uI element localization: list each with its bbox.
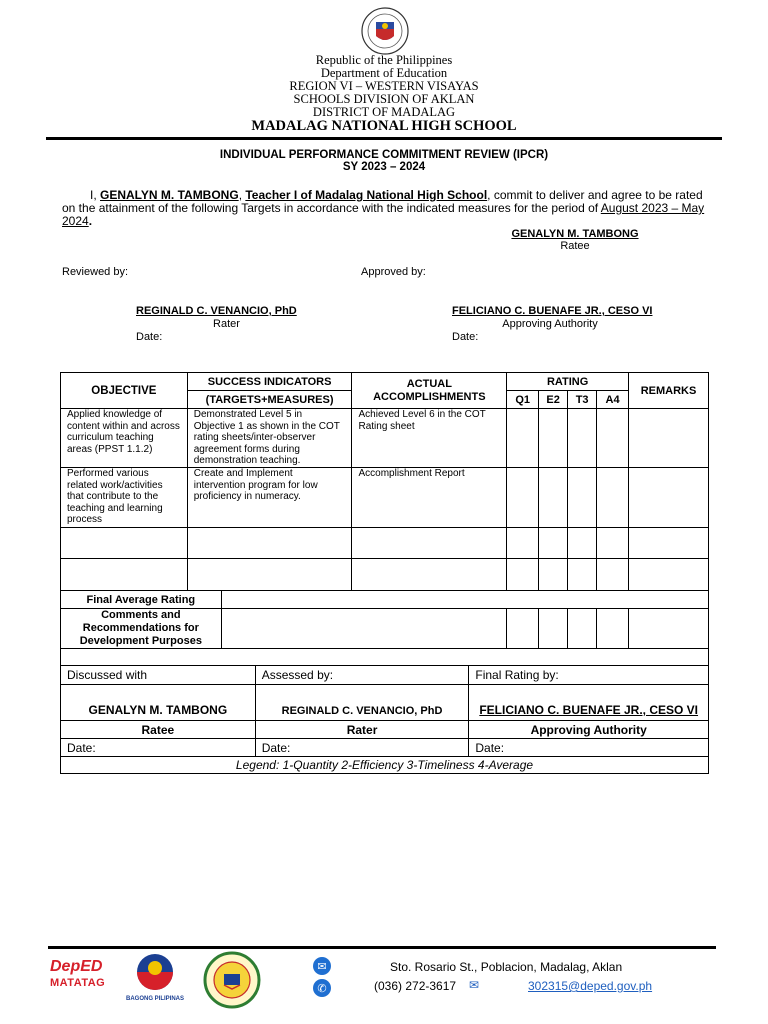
position-inline: Teacher I of Madalag National High School (245, 188, 488, 202)
commitment-paragraph (62, 189, 708, 228)
header-actual-accomplishments: ACTUAL ACCOMPLISHMENTS (352, 373, 507, 409)
ratee-role: Ratee (560, 240, 590, 252)
signoff-approver-name: FELICIANO C. BUENAFE JR., CESO VI (469, 685, 709, 721)
final-average-label: Final Average Rating (61, 591, 222, 609)
actual-cell: Accomplishment Report (352, 468, 507, 528)
approver-role: Approving Authority (502, 318, 598, 330)
republic-text: Republic of the Philippines (315, 53, 453, 67)
signoff-date-ratee: Date: (61, 739, 256, 757)
footer-divider (48, 946, 716, 949)
approver-name: FELICIANO C. BUENAFE JR., CESO VI (452, 305, 653, 317)
doc-sy: SY 2023 – 2024 (342, 161, 426, 173)
footer-phone: (036) 272-3617 (374, 979, 457, 993)
school-seal (198, 951, 266, 1009)
comments-field[interactable] (221, 609, 507, 649)
remarks-cell[interactable] (629, 409, 709, 468)
a4-cell[interactable] (597, 409, 629, 468)
final-average-value[interactable] (221, 591, 708, 609)
table-row (61, 559, 709, 591)
signoff-date-approver: Date: (469, 739, 709, 757)
header-remarks: REMARKS (629, 373, 709, 409)
p-mid: , commit to deliver and agree to be rated on the attainment of the following Targets in accordance with the indicated measures for the period of (62, 188, 703, 215)
signoff-rater-role: Rater (255, 721, 469, 739)
signoff-rater-name: REGINALD C. VENANCIO, PhD (255, 685, 469, 721)
bagong-pilipinas-logo (120, 952, 190, 1004)
indicator-cell: Demonstrated Level 5 in Objective 1 as shown in the COT rating sheets/inter-observer agreement forms during demonstration teaching. (187, 409, 352, 468)
phone-icon: ✆ (313, 979, 331, 997)
table-row (61, 409, 709, 468)
header-success-indicators: SUCCESS INDICATORS (187, 373, 352, 391)
q1-cell[interactable] (507, 468, 539, 528)
table-row (61, 528, 709, 559)
department-text: Department of Education (320, 66, 448, 80)
header-q1: Q1 (507, 391, 539, 409)
comments-label: Comments and Recommendations for Development Purposes (61, 609, 222, 649)
indicator-cell: Create and Implement intervention program for low proficiency in numeracy. (187, 468, 352, 528)
signoff-table (60, 665, 709, 774)
footer-address: Sto. Rosario St., Poblacion, Madalag, Aklan (390, 960, 623, 974)
ratee-name: GENALYN M. TAMBONG (511, 228, 639, 240)
doc-title: INDIVIDUAL PERFORMANCE COMMITMENT REVIEW (IPCR) (219, 149, 549, 161)
p-comma: , (238, 188, 246, 202)
envelope-icon: ✉ (469, 978, 480, 992)
deped-matatag-logo (50, 957, 114, 997)
email-icon: ✉ (313, 957, 331, 975)
header-targets-measures: (TARGETS+MEASURES) (187, 391, 352, 409)
header-t3: T3 (568, 391, 597, 409)
signoff-approver-role: Approving Authority (469, 721, 709, 739)
rater-role: Rater (213, 318, 240, 330)
q1-cell[interactable] (507, 409, 539, 468)
remarks-cell[interactable] (629, 468, 709, 528)
header-a4: A4 (597, 391, 629, 409)
p-end: . (88, 214, 93, 228)
final-rating-by-label: Final Rating by: (469, 666, 709, 685)
region-text: REGION VI – WESTERN VISAYAS (289, 79, 479, 93)
discussed-with-label: Discussed with (61, 666, 256, 685)
ratee-name-inline: GENALYN M. TAMBONG (100, 188, 239, 202)
header-rating: RATING (507, 373, 629, 391)
division-text: SCHOOLS DIVISION OF AKLAN (293, 92, 475, 106)
t3-cell[interactable] (568, 468, 597, 528)
rater-name: REGINALD C. VENANCIO, PhD (136, 305, 297, 317)
header-objective: OBJECTIVE (61, 373, 188, 409)
header-e2: E2 (539, 391, 568, 409)
objective-cell: Performed various related work/activities that contribute to the teaching and learning process (61, 468, 188, 528)
approved-by-label: Approved by: (361, 266, 426, 278)
p-pre: I, (90, 188, 101, 202)
reviewed-by-label: Reviewed by: (62, 266, 129, 278)
signoff-ratee-role: Ratee (61, 721, 256, 739)
actual-cell: Achieved Level 6 in the COT Rating sheet (352, 409, 507, 468)
deped-seal (356, 6, 414, 56)
ipcr-table (60, 372, 709, 666)
table-row (61, 468, 709, 528)
a4-cell[interactable] (597, 468, 629, 528)
school-name: MADALAG NATIONAL HIGH SCHOOL (251, 118, 517, 134)
approver-date: Date: (452, 331, 479, 343)
district-text: DISTRICT OF MADALAG (312, 105, 456, 119)
bagong-pilipinas-text: BAGONG PILIPINAS (125, 996, 184, 1002)
e2-cell[interactable] (539, 468, 568, 528)
e2-cell[interactable] (539, 409, 568, 468)
signoff-ratee-name: GENALYN M. TAMBONG (61, 685, 256, 721)
assessed-by-label: Assessed by: (255, 666, 469, 685)
objective-cell: Applied knowledge of content within and across curriculum teaching areas (PPST 1.1.2) (61, 409, 188, 468)
footer-email-link[interactable]: 302315@deped.gov.ph (528, 979, 653, 993)
t3-cell[interactable] (568, 409, 597, 468)
matatag-logo-text: MATATAG (50, 977, 106, 989)
deped-logo-text: DepED (50, 958, 103, 975)
header-divider (46, 137, 722, 140)
signoff-date-rater: Date: (255, 739, 469, 757)
period-inline: August 2023 – May 2024 (62, 201, 705, 228)
legend: Legend: 1-Quantity 2-Efficiency 3-Timeliness 4-Average (61, 757, 709, 774)
rater-date: Date: (136, 331, 163, 343)
